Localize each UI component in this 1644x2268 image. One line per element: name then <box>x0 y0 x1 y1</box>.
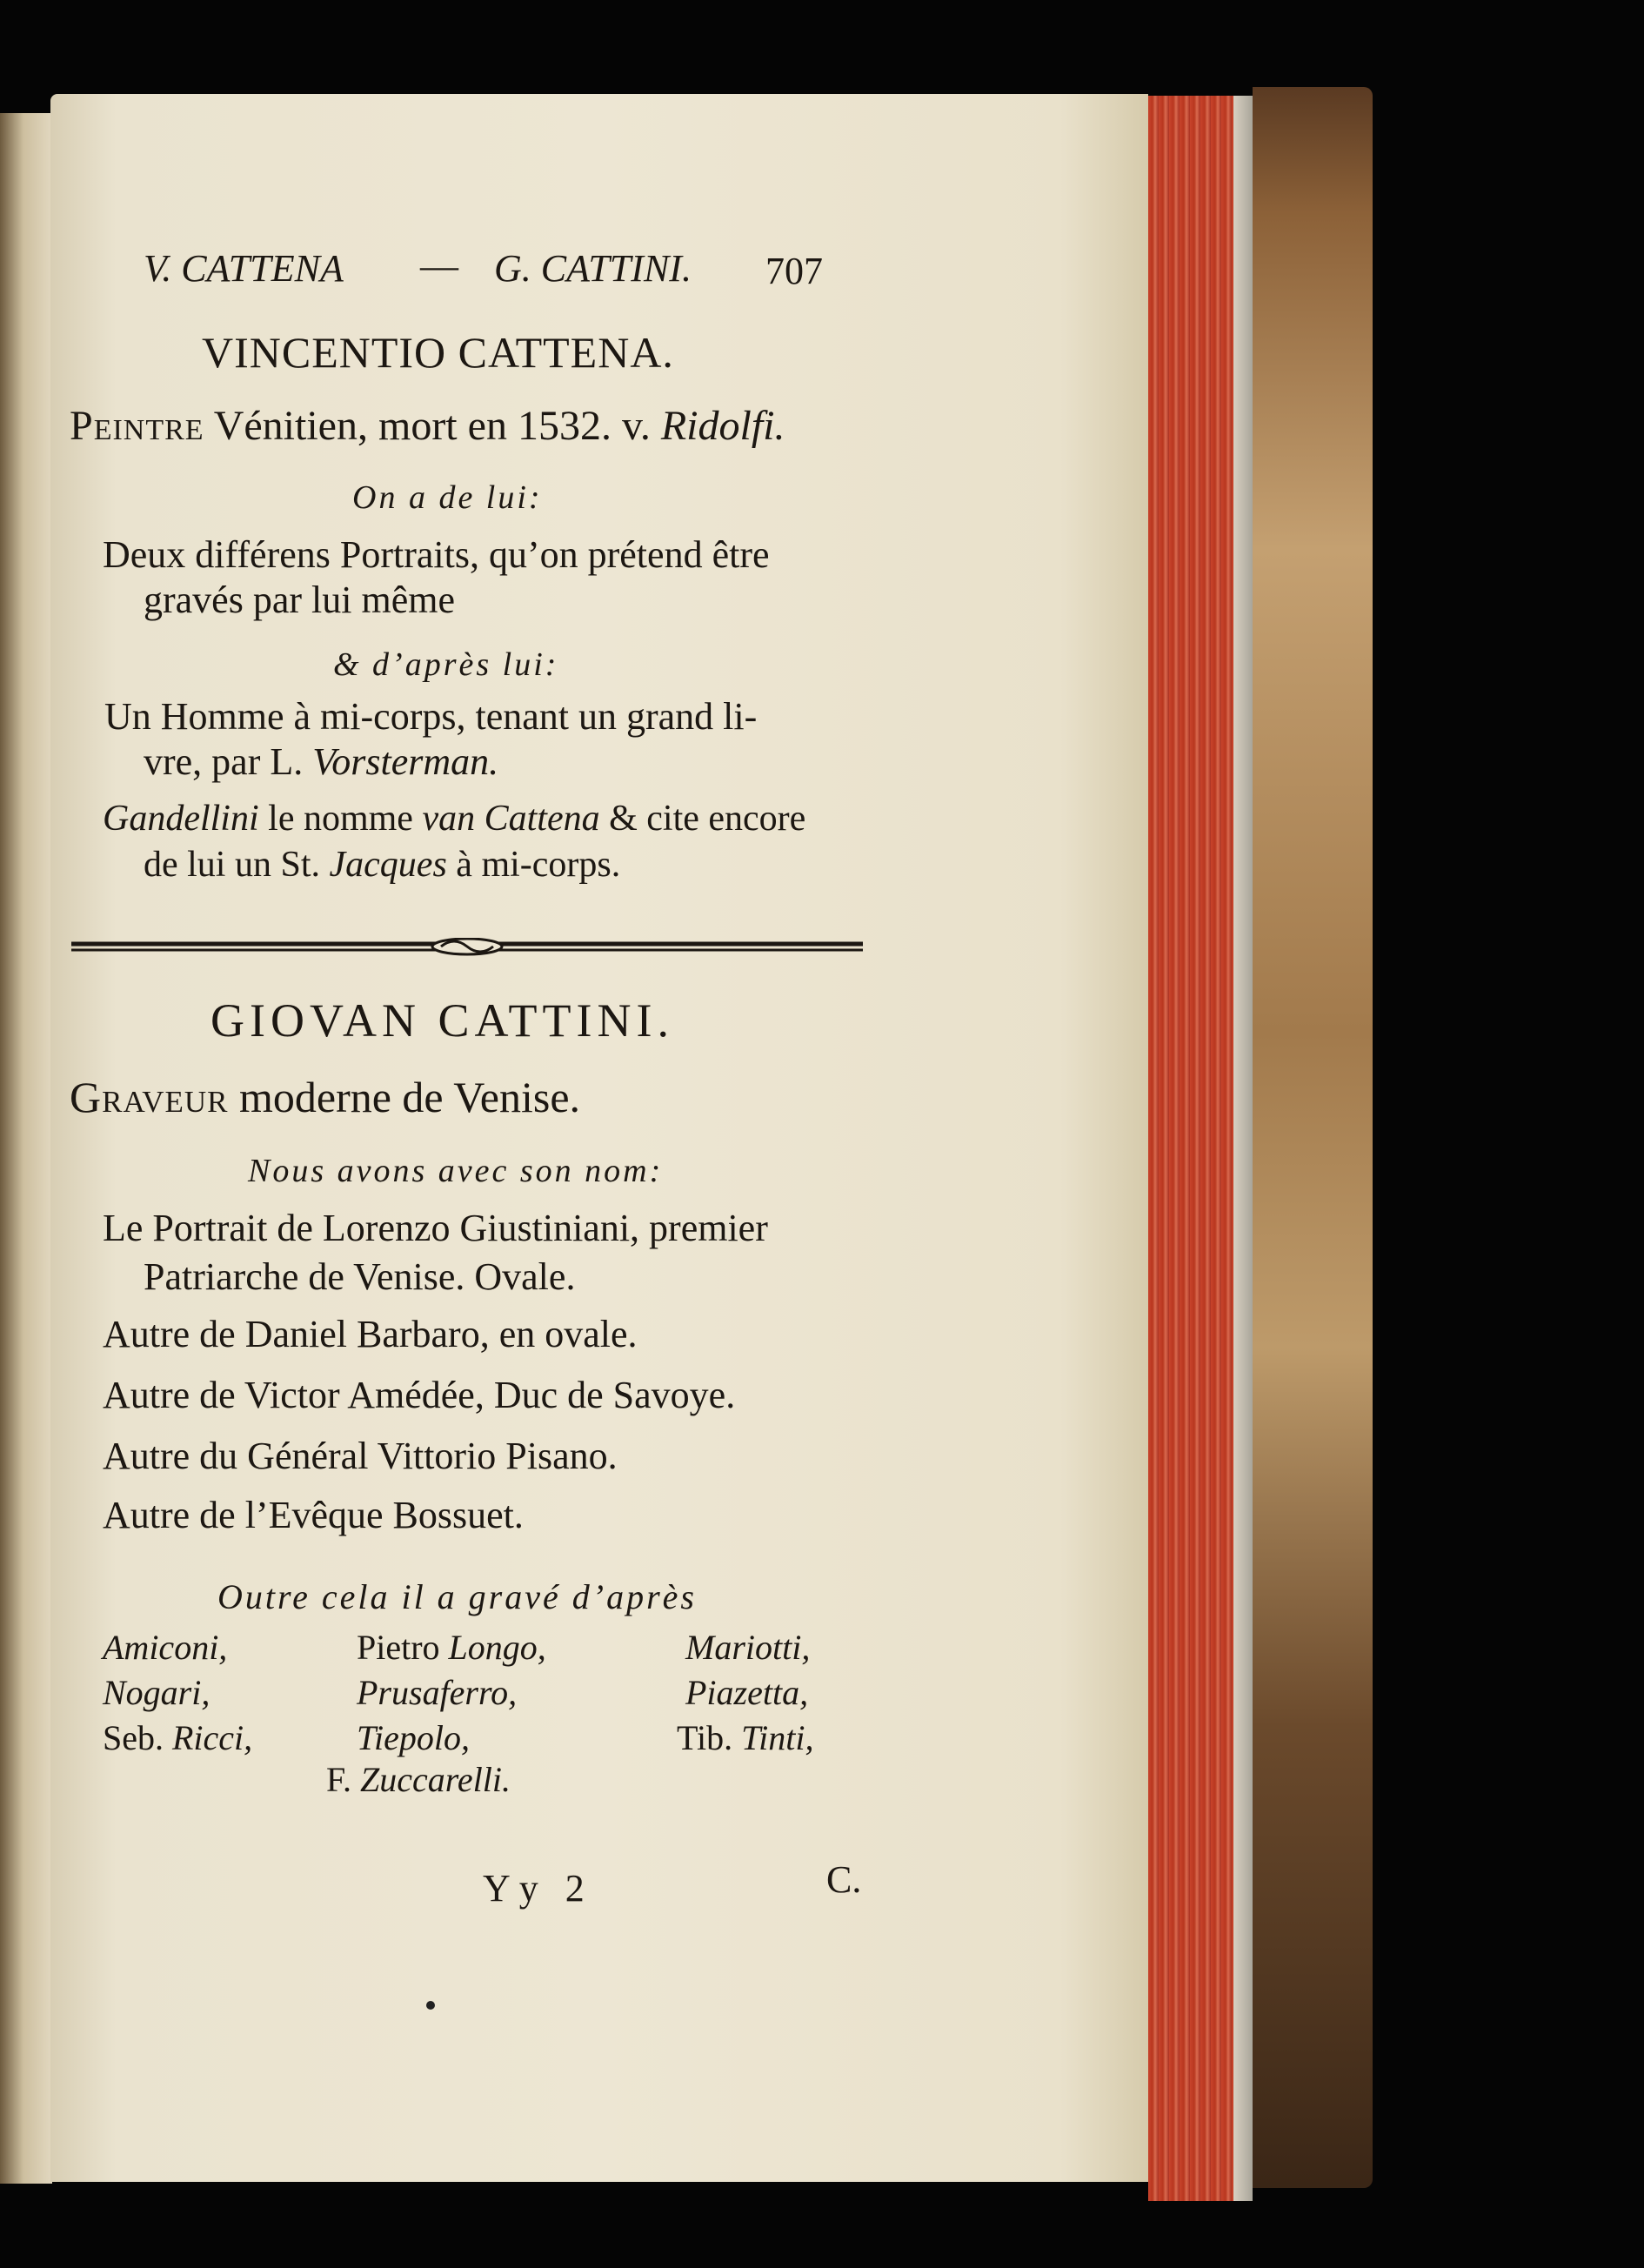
description-text: moderne de Venise. <box>228 1073 581 1121</box>
reference-ridolfi: Ridolfi. <box>660 403 785 449</box>
entry-title-cattini: GIOVAN CATTINI. <box>211 994 674 1047</box>
ink-speck <box>426 2001 435 2010</box>
artist-name: F. Zuccarelli. <box>326 1760 511 1799</box>
note-line: de lui un St. Jacques à mi-corps. <box>144 845 621 885</box>
artist-name: Prusaferro, <box>357 1673 518 1712</box>
description-lead: Graveur <box>70 1073 229 1121</box>
entry-description <box>70 402 785 450</box>
artist-name: Pietro Longo, <box>357 1628 546 1667</box>
red-fore-edge <box>1148 96 1253 2201</box>
artist-name: Mariotti, <box>685 1628 811 1667</box>
page-number: 707 <box>765 250 823 292</box>
catchword: C. <box>826 1858 862 1901</box>
artist-name: Tiepolo, <box>357 1718 471 1757</box>
entry-title-cattena: VINCENTIO CATTENA. <box>202 328 674 377</box>
item-line: Le Portrait de Lorenzo Giustiniani, premier <box>103 1207 768 1249</box>
item-line: Deux différens Portraits, qu’on prétend être <box>103 533 770 576</box>
item-line: Un Homme à mi-corps, tenant un grand li- <box>104 695 758 738</box>
item-line: Autre de Victor Amédée, Duc de Savoye. <box>103 1374 736 1416</box>
item-line: Patriarche de Venise. Ovale. <box>144 1255 576 1298</box>
subheading-outre-cela: Outre cela il a gravé d’après <box>217 1577 697 1616</box>
running-header-right: G. CATTINI. <box>494 247 692 290</box>
item-line: Autre de l’Evêque Bossuet. <box>103 1494 524 1536</box>
artist-name: Seb. Ricci, <box>103 1718 253 1757</box>
item-line: gravés par lui même <box>144 579 455 621</box>
subheading-d-apres-lui: & d’après lui: <box>333 646 559 683</box>
artist-name: Tib. Tinti, <box>677 1718 814 1757</box>
entry-description <box>70 1072 580 1122</box>
item-line: Autre du Général Vittorio Pisano. <box>103 1435 618 1477</box>
subheading-on-a-de-lui: On a de lui: <box>352 479 543 516</box>
description-lead: Peintre <box>70 403 204 449</box>
description-text: Vénitien, mort en 1532. v. <box>204 403 661 449</box>
artist-name: Amiconi, <box>103 1628 228 1667</box>
item-line: Autre de Daniel Barbaro, en ovale. <box>103 1313 638 1355</box>
artist-name: Nogari, <box>103 1673 211 1712</box>
ornamental-rule <box>71 938 863 957</box>
subheading-nous-avons: Nous avons avec son nom: <box>248 1153 664 1189</box>
leather-cover <box>1253 87 1373 2188</box>
item-line: vre, par L. Vorsterman. <box>144 740 499 783</box>
running-header-dash: — <box>420 244 458 287</box>
facing-page-edge <box>0 113 52 2184</box>
running-header-left: V. CATTENA <box>144 247 344 290</box>
signature-mark: Yy 2 <box>483 1867 593 1910</box>
artist-name: Piazetta, <box>685 1673 809 1712</box>
note-line: Gandellini le nomme van Cattena & cite encore <box>103 799 806 839</box>
